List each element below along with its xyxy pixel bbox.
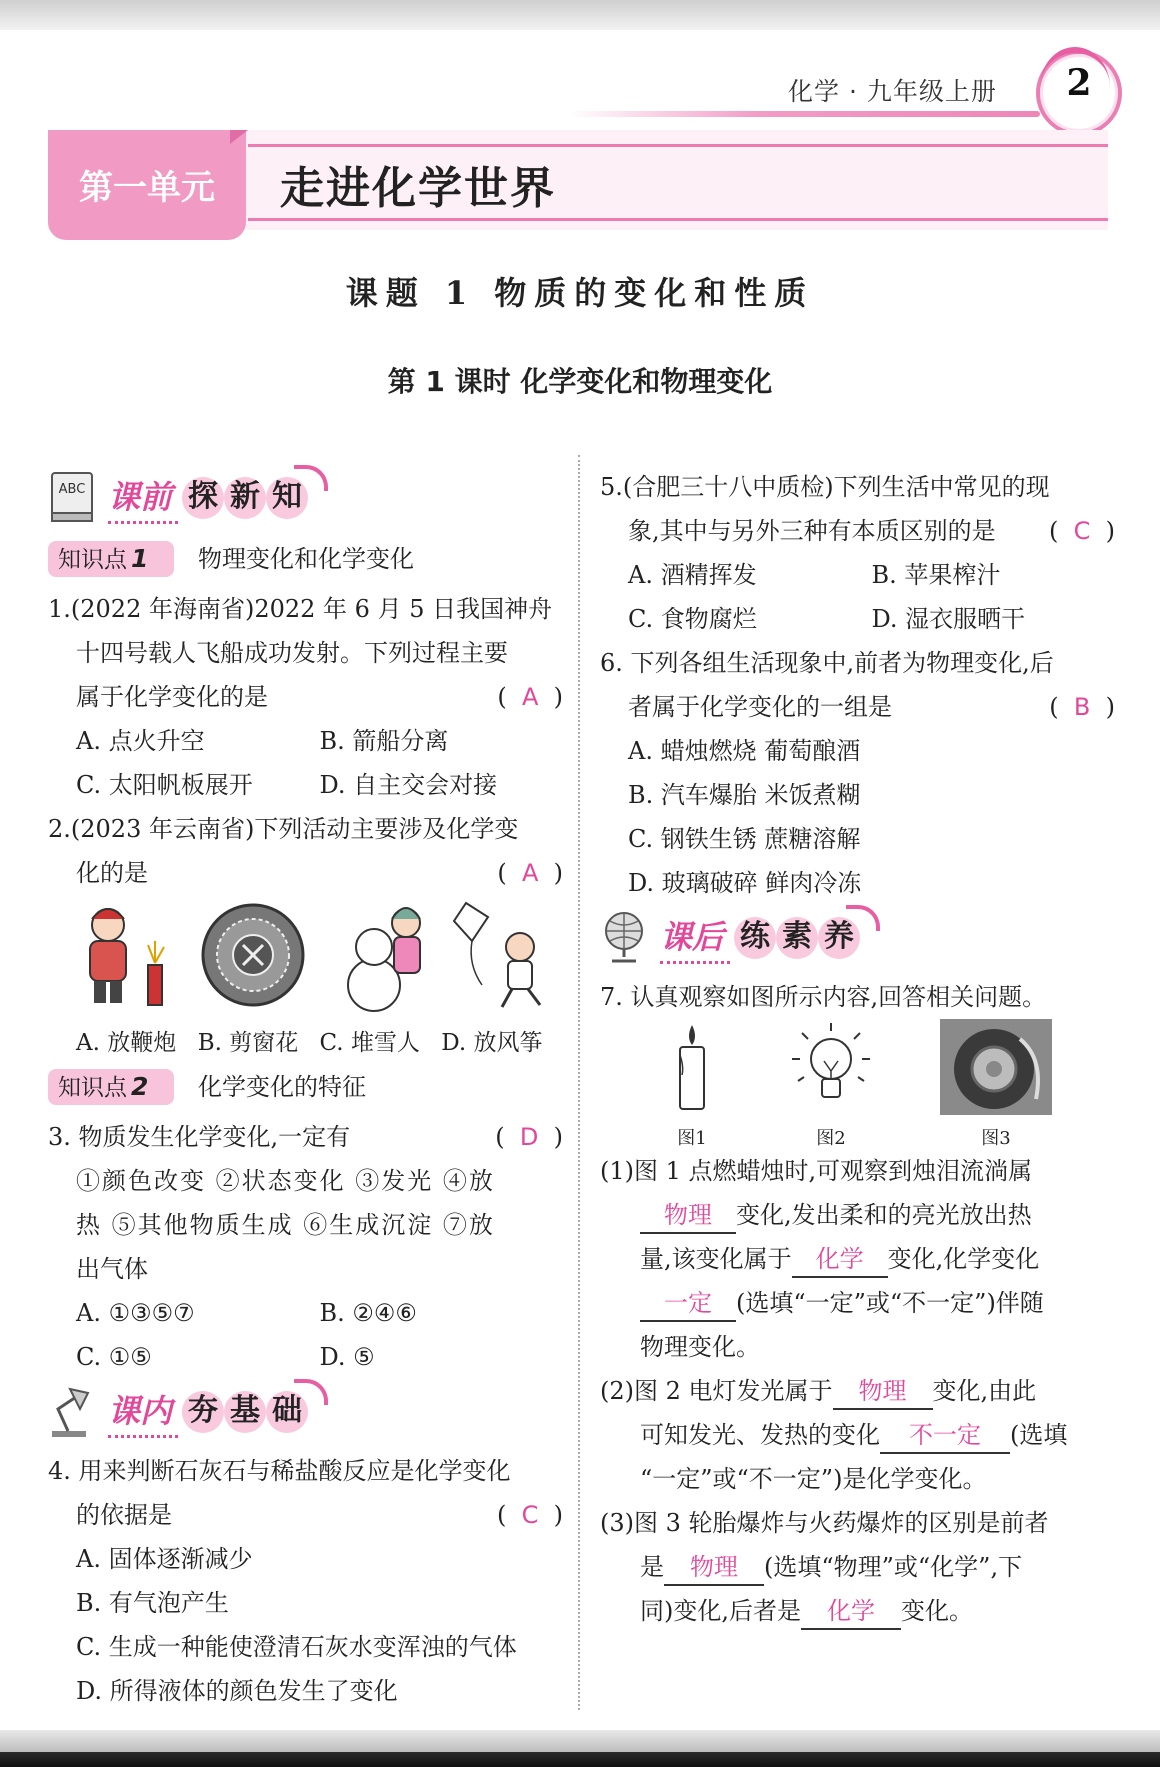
book-title: 化学 · 九年级上册 (788, 77, 997, 106)
answer: D (519, 1123, 539, 1151)
section-in-label: 课内 (108, 1392, 173, 1430)
answer: C (521, 1501, 539, 1529)
section-in-char3: 础 (272, 1393, 302, 1428)
book-icon (48, 469, 96, 525)
option: B. 苹果榨汁 (871, 561, 1001, 589)
question-7: 7. 认真观察如图所示内容,回答相关问题。 图1 图2 图3 (1)图 1 点燃蜡烛时,可观察到烛泪流淌属 物理 变化,发出柔和的亮光放出热 量,该变化属于 化学 变化,化学变化 一定 (选填“一定”或“不一定”)伴随 物理变化。 (2)图 2 电灯发光属于 物理 变化,由此 可知发光、发热的变化 不一定 (选填 “一定”或“不一定”)是化学变化。 (3)图 3 轮胎爆炸与火药爆炸的区别是前者 是 物理 (选填“物理”或“化学”,下 同)变化,后者是 化学 变化。 (600, 975, 1115, 1633)
section-swoosh (294, 465, 328, 491)
unit-label: 第一单元 (79, 168, 215, 208)
viewer-bottom-frame (0, 1730, 1160, 1767)
answer-blank: 物理 (833, 1374, 933, 1410)
option: D. 玻璃破碎 鲜肉冷冻 (628, 869, 862, 897)
option: A. 固体逐渐减少 (76, 1545, 253, 1573)
option: C. 生成一种能使澄清石灰水变浑浊的气体 (76, 1633, 517, 1661)
column-divider (578, 455, 580, 1710)
figure-1-caption: 图1 (677, 1128, 707, 1149)
option: A. ①③⑤⑦ (76, 1299, 195, 1327)
section-in-dots (108, 1435, 178, 1438)
option: C. 堆雪人 (319, 1030, 420, 1056)
unit-title: 走进化学世界 (280, 163, 556, 214)
light-bulb-icon (786, 1019, 876, 1115)
page-number: 2 (1066, 62, 1092, 104)
option: B. 汽车爆胎 米饭煮糊 (628, 781, 861, 809)
option: B. 剪窗花 (197, 1030, 299, 1056)
question-2-images (48, 895, 563, 1023)
option: C. 钢铁生锈 蔗糖溶解 (628, 825, 861, 853)
section-swoosh (846, 905, 880, 931)
snowman-image (330, 895, 440, 1015)
right-column (600, 465, 1115, 1633)
section-post-char2: 素 (782, 919, 812, 954)
paper-cutting-image (198, 895, 308, 1015)
option: C. 太阳帆板展开 (76, 771, 253, 799)
question-5: 5.(合肥三十八中质检)下列生活中常见的现 象,其中与另外三种有本质区别的是 ( C ) A. 酒精挥发 B. 苹果榨汁 C. 食物腐烂 D. 湿衣服晒干 (600, 465, 1115, 641)
kite-image (448, 895, 558, 1015)
left-column (48, 465, 563, 1713)
section-pre-char3: 知 (272, 479, 302, 514)
section-post-char3: 养 (824, 919, 854, 954)
option: D. ⑤ (319, 1343, 375, 1371)
option: A. 点火升空 (76, 727, 205, 755)
candle-icon (652, 1019, 732, 1115)
section-swoosh (294, 1379, 328, 1405)
section-in-char2: 基 (230, 1393, 260, 1428)
question-3: 3. 物质发生化学变化,一定有 ( D ) ①颜色改变 ②状态变化 ③发光 ④放 热 ⑤其他物质生成 ⑥生成沉淀 ⑦放 出气体 A. ①③⑤⑦ B. ②④⑥ C. ①⑤ D. ⑤ (48, 1115, 563, 1379)
header-rule (570, 111, 1040, 117)
unit-banner-rule-top (248, 144, 1108, 147)
section-pre-char2: 新 (230, 479, 260, 514)
section-header-in (48, 1379, 563, 1449)
section-in-char1: 夯 (188, 1393, 218, 1428)
desk-lamp-icon (48, 1383, 96, 1439)
option: D. 湿衣服晒干 (871, 605, 1026, 633)
option: B. ②④⑥ (319, 1299, 417, 1327)
viewer-top-frame (0, 0, 1160, 30)
section-pre-char1: 探 (188, 479, 218, 514)
unit-banner-rule-bottom (248, 218, 1108, 221)
option: D. 放风筝 (441, 1030, 543, 1056)
topic-title: 课题 1 物质的变化和性质 (345, 274, 815, 312)
option: C. ①⑤ (76, 1343, 152, 1371)
question-7-figures (600, 1019, 1115, 1149)
question-4: 4. 用来判断石灰石与稀盐酸反应是化学变化 的依据是 ( C ) A. 固体逐渐减少 B. 有气泡产生 C. 生成一种能使澄清石灰水变浑浊的气体 D. 所得液体的颜色发生了变化 (48, 1449, 563, 1713)
answer: A (521, 859, 539, 887)
lesson-title: 第 1 课时 化学变化和物理变化 (387, 365, 773, 398)
figure-3-caption: 图3 (981, 1128, 1011, 1149)
knowledge-point-title: 物理变化和化学变化 (198, 545, 414, 573)
question-1: 1.(2022 年海南省)2022 年 6 月 5 日我国神舟 十四号载人飞船成功发射。下列过程主要 属于化学变化的是 ( A ) A. 点火升空 B. 箭船分离 C. 太阳帆板展开 D. 自主交会对接 (48, 587, 563, 807)
answer-blank: 物理 (640, 1198, 736, 1234)
section-post-dots (660, 961, 730, 964)
section-header-post (600, 905, 1115, 975)
book-icon-text: ABC (58, 482, 86, 497)
answer: C (1073, 517, 1091, 545)
figure-2-caption: 图2 (816, 1128, 846, 1149)
answer-blank: 一定 (640, 1286, 736, 1322)
knowledge-point-2 (48, 1065, 563, 1111)
tire-icon (940, 1019, 1052, 1115)
option: B. 箭船分离 (319, 727, 449, 755)
section-header-pre (48, 465, 563, 535)
answer-blank: 化学 (792, 1242, 888, 1278)
globe-icon (600, 909, 648, 965)
knowledge-point-title: 化学变化的特征 (198, 1073, 366, 1101)
section-post-label: 课后 (660, 918, 725, 956)
question-6: 6. 下列各组生活现象中,前者为物理变化,后 者属于化学变化的一组是 ( B ) A. 蜡烛燃烧 葡萄酿酒 B. 汽车爆胎 米饭煮糊 C. 钢铁生锈 蔗糖溶解 D. 玻璃破碎 鲜肉冷冻 (600, 641, 1115, 905)
option: C. 食物腐烂 (628, 605, 757, 633)
knowledge-point-1 (48, 537, 563, 583)
option: A. 放鞭炮 (76, 1030, 177, 1056)
answer-blank: 不一定 (880, 1418, 1010, 1454)
answer: A (521, 683, 539, 711)
option: D. 所得液体的颜色发生了变化 (76, 1677, 398, 1705)
option: D. 自主交会对接 (319, 771, 498, 799)
section-pre-dots (108, 521, 178, 524)
section-pre-label: 课前 (108, 478, 173, 516)
option: B. 有气泡产生 (76, 1589, 229, 1617)
answer: B (1073, 693, 1091, 721)
firecracker-image (68, 895, 178, 1015)
question-2: 2.(2023 年云南省)下列活动主要涉及化学变 化的是 ( A ) A. 放鞭炮 B. 剪窗花 C. 堆雪人 D. 放风筝 (48, 807, 563, 1063)
answer-blank: 物理 (664, 1550, 764, 1586)
knowledge-point-tag: 知识点 1 (48, 541, 174, 577)
answer-blank: 化学 (801, 1594, 901, 1630)
option: A. 酒精挥发 (628, 561, 757, 589)
unit-tab-fold (230, 130, 248, 144)
section-post-char1: 练 (740, 919, 770, 954)
option: A. 蜡烛燃烧 葡萄酿酒 (628, 737, 861, 765)
knowledge-point-tag: 知识点 2 (48, 1069, 174, 1105)
